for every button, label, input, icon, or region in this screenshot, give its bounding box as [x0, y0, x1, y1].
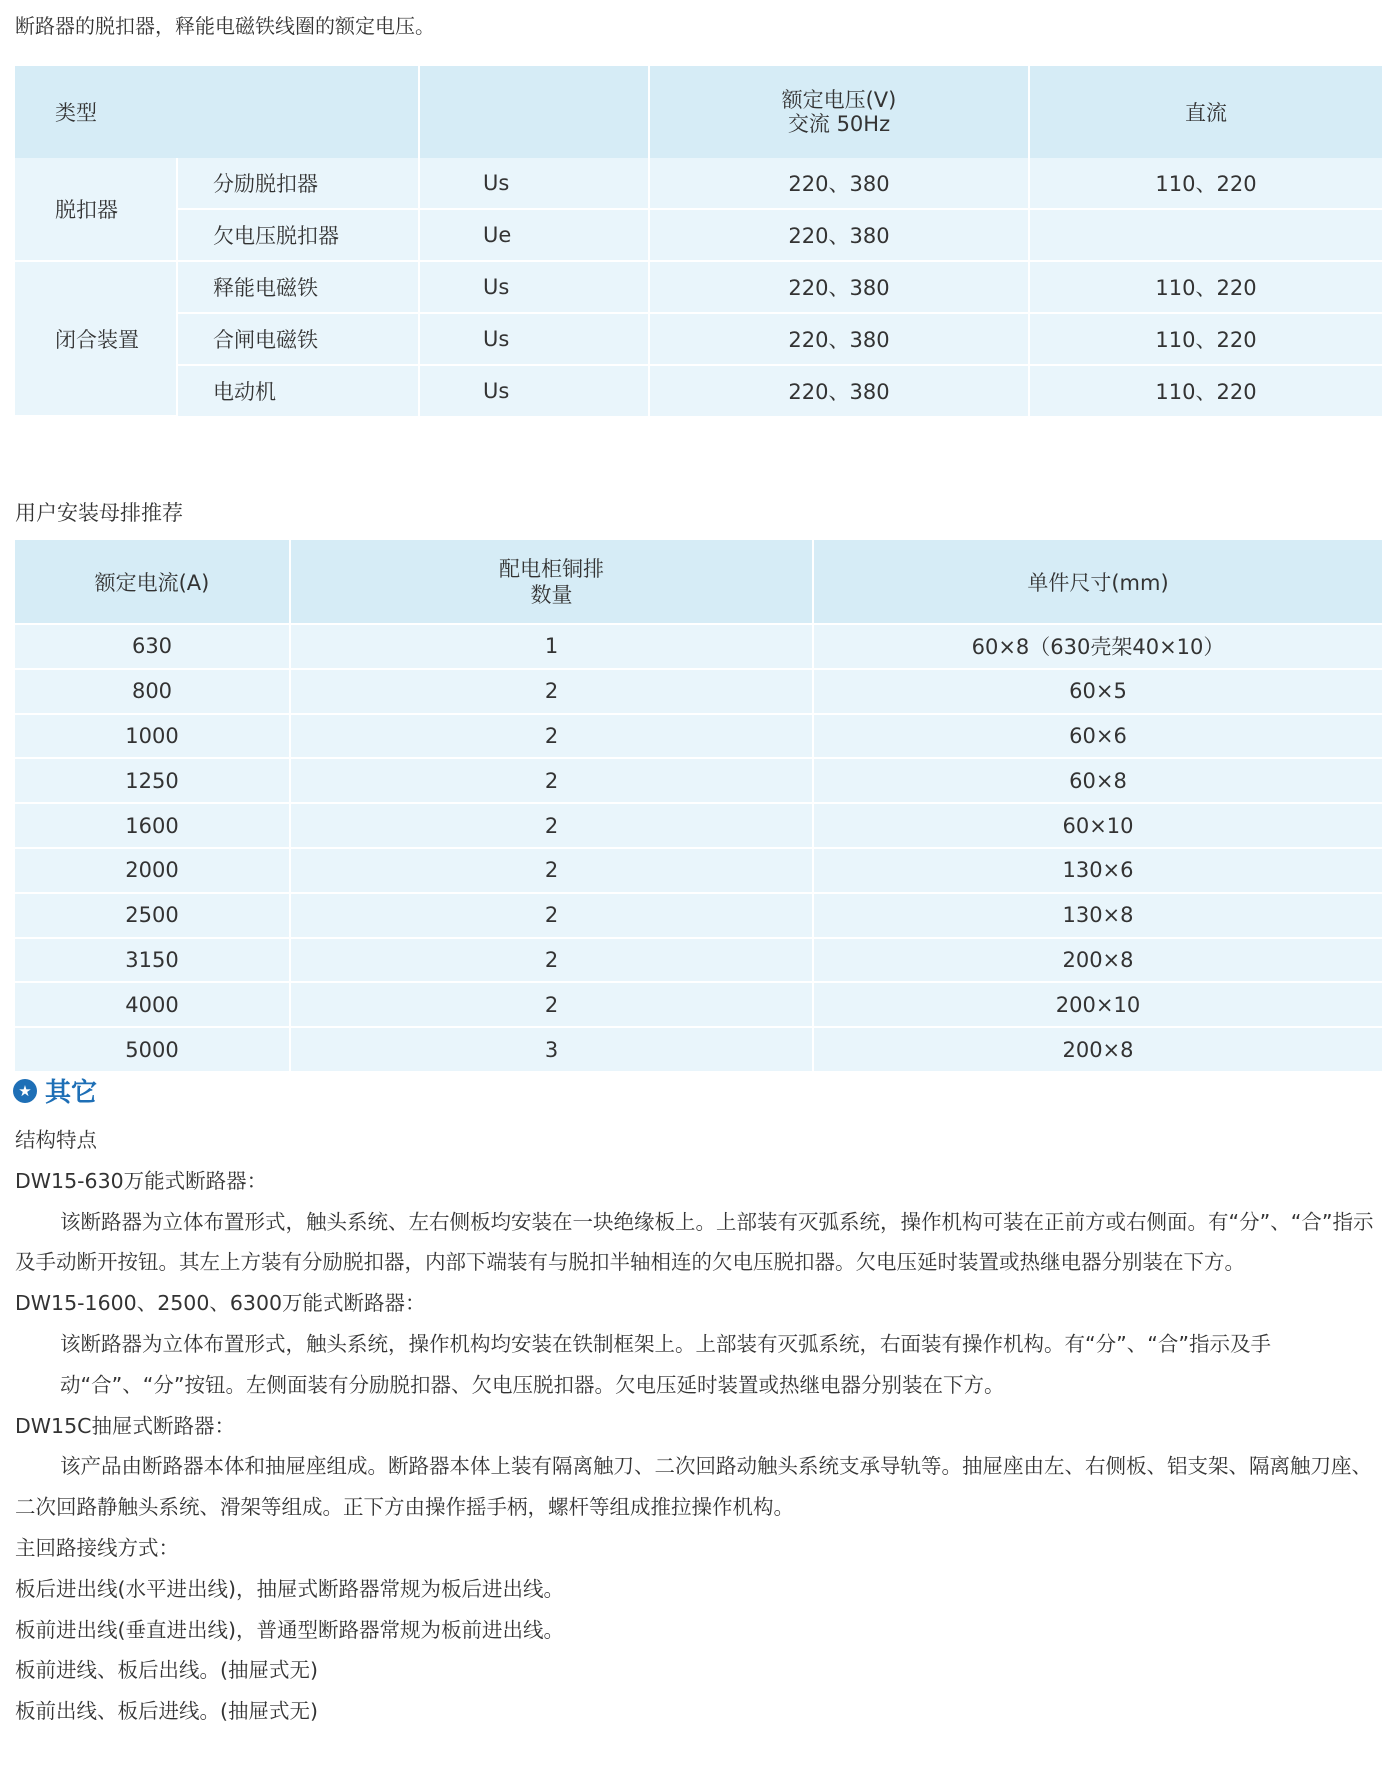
cell-current: 5000 — [15, 1027, 290, 1071]
paragraph: 板前出线、板后进线。(抽屉式无) — [15, 1699, 318, 1724]
header-size: 单件尺寸(mm) — [1027, 570, 1169, 595]
group-label-closing: 闭合装置 — [15, 261, 177, 416]
cell-current: 4000 — [15, 982, 290, 1027]
cell-current: 630 — [15, 624, 290, 669]
cell-count: 1 — [290, 624, 813, 669]
cell-size: 60×5 — [813, 669, 1382, 714]
cell-size: 60×8 — [813, 758, 1382, 803]
other-heading — [13, 1072, 97, 1109]
voltage-table — [15, 66, 1382, 417]
header-ac: 交流 50Hz — [787, 112, 891, 136]
cell-count: 2 — [290, 982, 813, 1027]
row-dc: 110、220 — [1029, 261, 1382, 313]
other-heading-text: 其它 — [45, 1078, 98, 1108]
cell-count: 2 — [290, 758, 813, 803]
row-dc: 110、220 — [1029, 313, 1382, 365]
table-row — [15, 1027, 1382, 1071]
intro-text: 断路器的脱扣器，释能电磁铁线圈的额定电压。 — [15, 14, 435, 38]
row-ac: 220、380 — [649, 261, 1029, 313]
table-row — [15, 624, 1382, 669]
row-name: 电动机 — [177, 365, 419, 416]
table-row — [15, 714, 1382, 759]
cell-count: 3 — [290, 1027, 813, 1071]
paragraph: 该断路器为立体布置形式，触头系统、左右侧板均安装在一块绝缘板上。上部装有灭弧系统，操作机构可装在正前方或右侧面。有“分”、“合”指示及手动断开按钮。其左上方装有分励脱扣器，内部下端装有与脱扣半轴相连的欠电压脱扣器。欠电压延时装置或热继电器分别装在下方。 — [15, 1209, 1374, 1275]
header-rated: 额定电压(V) — [781, 88, 897, 112]
row-code: Ue — [419, 209, 649, 261]
structure-text — [15, 1120, 1385, 1732]
cell-count: 2 — [290, 669, 813, 714]
row-name: 合闸电磁铁 — [177, 313, 419, 365]
cell-size: 60×6 — [813, 714, 1382, 759]
row-name: 欠电压脱扣器 — [177, 209, 419, 261]
row-ac: 220、380 — [649, 313, 1029, 365]
row-ac: 220、380 — [649, 209, 1029, 261]
table-row — [15, 158, 1382, 209]
row-dc — [1029, 209, 1382, 261]
cell-size: 200×8 — [813, 1027, 1382, 1071]
cell-current: 1000 — [15, 714, 290, 759]
paragraph: 板前进线、板后出线。(抽屉式无) — [15, 1658, 318, 1683]
table-row — [15, 669, 1382, 714]
table-row — [15, 848, 1382, 893]
header-count-line2: 数量 — [530, 582, 573, 607]
row-code: Us — [419, 158, 649, 209]
row-name: 释能电磁铁 — [177, 261, 419, 313]
cell-count: 2 — [290, 714, 813, 759]
table-row — [15, 803, 1382, 848]
paragraph: 结构特点 — [15, 1128, 97, 1152]
row-dc: 110、220 — [1029, 365, 1382, 416]
cell-current: 1250 — [15, 758, 290, 803]
row-ac: 220、380 — [649, 158, 1029, 209]
table-row — [15, 938, 1382, 983]
paragraph: 该断路器为立体布置形式，触头系统，操作机构均安装在铁制框架上。上部装有灭弧系统，右面装有操作机构。有“分”、“合”指示及手动“合”、“分”按钮。左侧面装有分励脱扣器、欠电压脱扣器。欠电压延时装置或热继电器分别装在下方。 — [60, 1331, 1271, 1397]
header-rated-voltage — [649, 66, 1029, 158]
cell-size: 200×10 — [813, 982, 1382, 1027]
header-dc: 直流 — [1185, 101, 1227, 125]
row-code: Us — [419, 261, 649, 313]
header-current: 额定电流(A) — [15, 540, 290, 624]
table-row — [15, 261, 1382, 313]
cell-size: 60×8（630壳架40×10） — [813, 624, 1382, 669]
cell-size: 60×10 — [813, 803, 1382, 848]
table-row — [15, 313, 1382, 365]
group-label-tripper: 脱扣器 — [15, 158, 177, 261]
table-row — [15, 365, 1382, 416]
paragraph: DW15-1600、2500、6300万能式断路器： — [15, 1291, 426, 1316]
paragraph: 该产品由断路器本体和抽屉座组成。断路器本体上装有隔离触刀、二次回路动触头系统支承导轨等。抽屉座由左、右侧板、铝支架、隔离触刀座、二次回路静触头系统、滑架等组成。正下方由操作摇手柄，螺杆等组成推拉操作机构。 — [15, 1454, 1372, 1520]
cell-count: 2 — [290, 893, 813, 938]
cell-current: 1600 — [15, 803, 290, 848]
paragraph: 板前进出线(垂直进出线)，普通型断路器常规为板前进出线。 — [15, 1617, 564, 1642]
voltage-table-header — [15, 66, 1382, 158]
cell-current: 2000 — [15, 848, 290, 893]
cell-count: 2 — [290, 803, 813, 848]
paragraph: 板后进出线(水平进出线)，抽屉式断路器常规为板后进出线。 — [15, 1576, 564, 1601]
cell-size: 130×6 — [813, 848, 1382, 893]
paragraph: DW15C抽屉式断路器： — [15, 1413, 235, 1438]
busbar-title: 用户安装母排推荐 — [15, 501, 183, 525]
row-ac: 220、380 — [649, 365, 1029, 416]
table-row — [15, 893, 1382, 938]
busbar-table — [15, 540, 1382, 1071]
paragraph: DW15-630万能式断路器： — [15, 1168, 268, 1193]
cell-current: 3150 — [15, 938, 290, 983]
row-name: 分励脱扣器 — [177, 158, 419, 209]
row-dc: 110、220 — [1029, 158, 1382, 209]
table-row — [15, 758, 1382, 803]
star-icon: ★ — [13, 1079, 37, 1103]
cell-current: 800 — [15, 669, 290, 714]
cell-count: 2 — [290, 938, 813, 983]
header-count-line1: 配电柜铜排 — [499, 556, 604, 581]
busbar-table-header — [15, 540, 1382, 624]
paragraph: 主回路接线方式： — [15, 1535, 179, 1560]
row-code: Us — [419, 313, 649, 365]
header-type: 类型 — [15, 66, 419, 158]
cell-count: 2 — [290, 848, 813, 893]
busbar-body — [15, 624, 1382, 1071]
cell-size: 200×8 — [813, 938, 1382, 983]
header-blank — [419, 66, 649, 158]
cell-size: 130×8 — [813, 893, 1382, 938]
table-row — [15, 209, 1382, 261]
cell-current: 2500 — [15, 893, 290, 938]
table-row — [15, 982, 1382, 1027]
row-code: Us — [419, 365, 649, 416]
header-count — [290, 540, 813, 624]
